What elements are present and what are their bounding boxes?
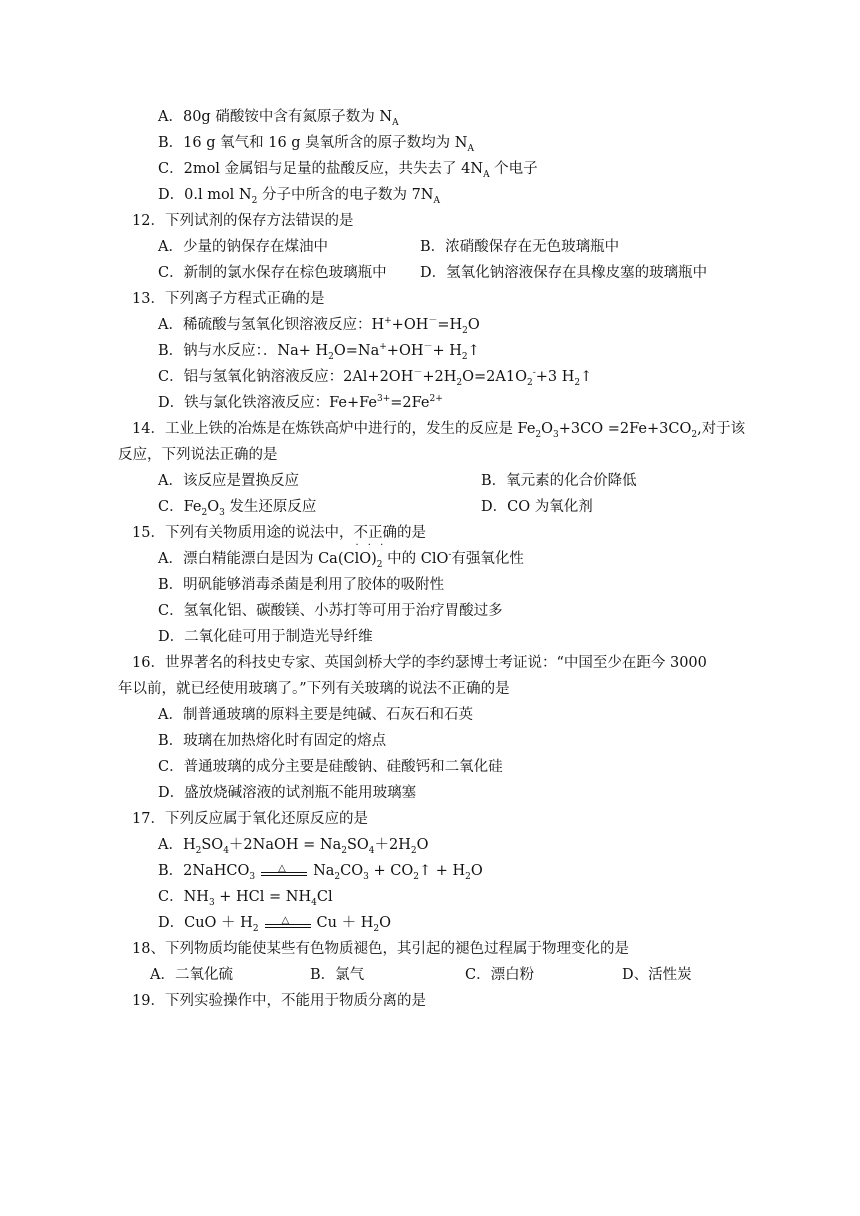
q18-option-d: D、活性炭: [622, 967, 692, 983]
heating-arrow-icon: △: [261, 862, 307, 880]
q16-option-a: A．制普通玻璃的原料主要是纯碱、石灰石和石英: [158, 707, 473, 723]
q16-option-d: D．盛放烧碱溶液的试剂瓶不能用玻璃塞: [158, 785, 417, 801]
emphasis-dots: 不正确 · · ·: [353, 525, 397, 541]
q12-option-a: A．少量的钠保存在煤油中: [158, 239, 328, 255]
q13-stem: 13．下列离子方程式正确的是: [132, 291, 325, 307]
q14-stem-line1: 14．工业上铁的冶炼是在炼铁高炉中进行的，发生的反应是 $Fe_2O_3+3CO =2Fe+3CO_2$,对于该: [132, 421, 746, 440]
q12-option-d: D．氢氧化钠溶液保存在具橡皮塞的玻璃瓶中: [420, 265, 708, 281]
q12-stem: 12．下列试剂的保存方法错误的是: [132, 213, 354, 229]
heating-arrow-icon: △: [265, 914, 311, 932]
q17-option-d: D．CuO ＋ $H_2$ △ $Cu + H_2O$: [158, 915, 391, 934]
q12-option-c: C．新制的氯水保存在棕色玻璃瓶中: [158, 265, 387, 281]
q18-option-c: C．漂白粉: [465, 967, 535, 983]
q17-option-b: B．2NaHCO$_3$ △ $Na_2CO_3$ + $CO_2↑ + H_2O$: [158, 863, 483, 882]
q11-option-a: A．80g 硝酸铵中含有氮原子数为 $N_A$: [158, 109, 399, 128]
q17-stem: 17．下列反应属于氧化还原反应的是: [132, 811, 368, 827]
q12-option-b: B．浓硝酸保存在无色玻璃瓶中: [420, 239, 620, 255]
q17-option-a: A．$H_2SO_4+2NaOH = Na_2SO_4+2H_2O$: [158, 837, 429, 856]
q13-option-c: C．铝与氢氧化钠溶液反应：$2Al+2OH^-+2H_2O=2A1O_2^-+3$ $H_2↑$: [158, 368, 593, 388]
q14-option-a: A．该反应是置换反应: [158, 473, 299, 489]
q16-option-b: B．玻璃在加热熔化时有固定的熔点: [158, 733, 387, 749]
q17-option-c: C．$NH_3$ + HCl = $NH_4Cl$: [158, 889, 333, 908]
q14-option-d: D．CO 为氧化剂: [481, 499, 593, 515]
q15-option-c: C．氢氧化铝、碳酸镁、小苏打等可用于治疗胃酸过多: [158, 603, 503, 619]
q18-option-b: B．氯气: [310, 967, 365, 983]
q15-option-a: A．漂白精能漂白是因为 $Ca(ClO)_2$ 中的 ClO-有强氧化性: [158, 550, 524, 570]
q18-option-a: A．二氧化硫: [150, 967, 233, 983]
q11-option-c: C．2mol 金属铝与足量的盐酸反应，共失去了 $4N_A$ 个电子: [158, 161, 538, 180]
q19-stem: 19．下列实验操作中，不能用于物质分离的是: [132, 993, 426, 1009]
q15-option-d: D．二氧化硅可用于制造光导纤维: [158, 629, 373, 645]
q14-option-c: C．$Fe_2O_3$ 发生还原反应: [158, 499, 317, 518]
q16-stem-line2: 年以前，就已经使用玻璃了。”下列有关玻璃的说法不正确的是: [118, 681, 510, 697]
q11-option-d: D．0.l mol $N_2$ 分子中所含的电子数为 $7N_A$: [158, 187, 440, 206]
q16-option-c: C．普通玻璃的成分主要是硅酸钠、硅酸钙和二氧化硅: [158, 759, 503, 775]
q15-option-b: B．明矾能够消毒杀菌是利用了胶体的吸附性: [158, 577, 445, 593]
q13-option-a: A．稀硫酸与氢氧化钡溶液反应：$H^++OH^-=H_2O$: [158, 316, 480, 336]
q14-stem-line2: 反应，下列说法正确的是: [118, 447, 278, 463]
q18-stem: 18、下列物质均能使某些有色物质褪色，其引起的褪色过程属于物理变化的是: [132, 941, 629, 957]
q13-option-d: D．铁与氯化铁溶液反应：$Fe+Fe^{3+}=2Fe^{2+}$: [158, 394, 443, 411]
q11-option-b: B．16 g 氧气和 16 g 臭氧所含的原子数均为 $N_A$: [158, 135, 474, 154]
q14-option-b: B．氧元素的化合价降低: [481, 473, 637, 489]
q13-option-b: B．钠与水反应：．$Na+ H_2O=Na^++OH^-+$ $H_2↑$: [158, 342, 480, 362]
q15-stem: 15．下列有关物质用途的说法中，不正确 · · ·的是: [132, 524, 426, 542]
q16-stem-line1: 16．世界著名的科技史专家、英国剑桥大学的李约瑟博士考证说：“中国至少在距今 3000: [132, 655, 707, 671]
